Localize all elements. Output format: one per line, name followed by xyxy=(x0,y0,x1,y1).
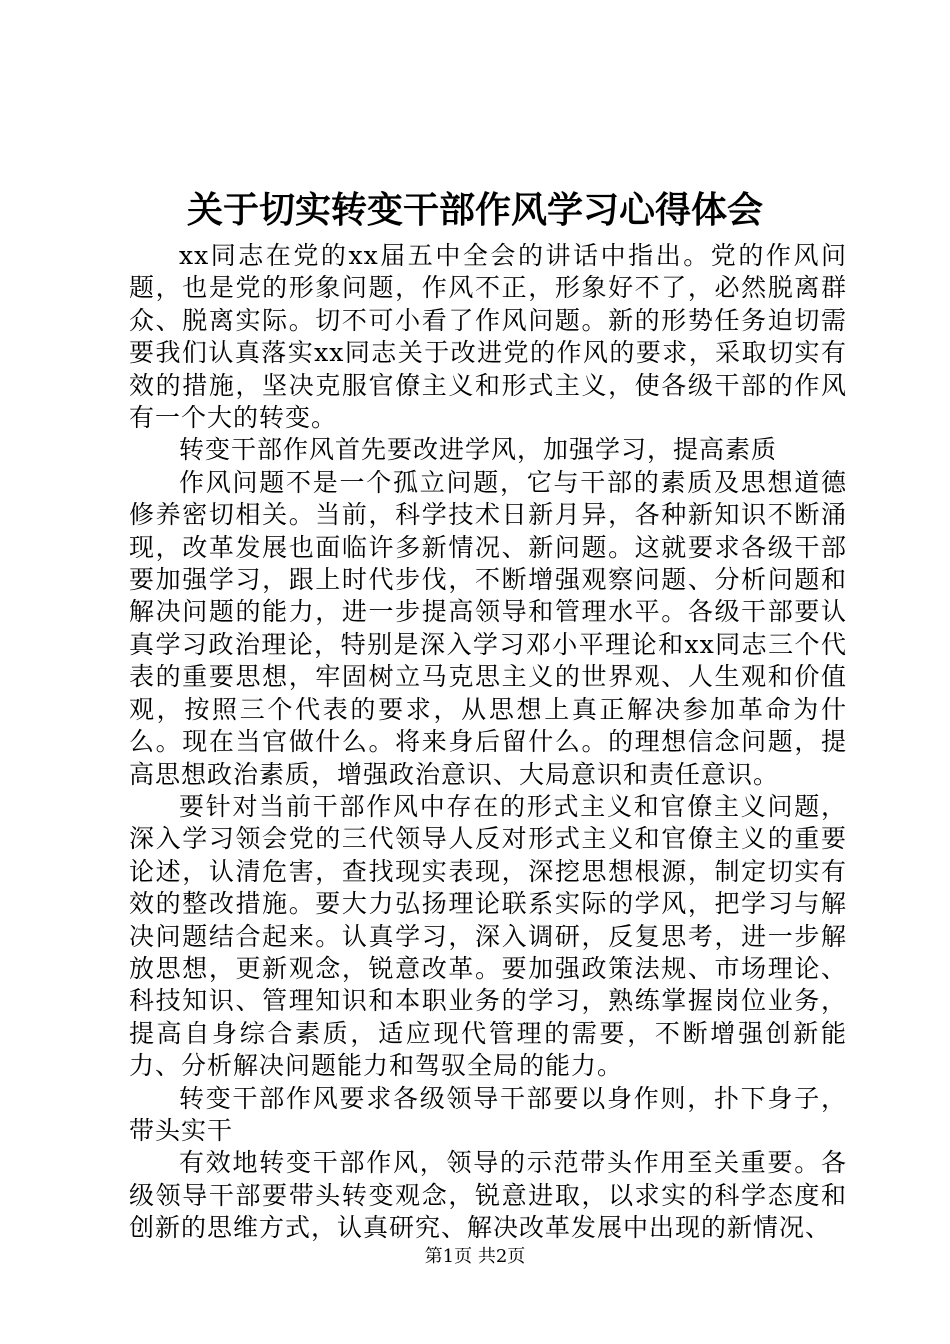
section-heading-study: 转变干部作风首先要改进学风，加强学习，提高素质 xyxy=(179,435,778,465)
paragraph-formalism: 要针对当前干部作风中存在的形式主义和官僚主义问题，深入学习领会党的三代领导人反对形式主义和官僚主义的重要论述，认清危害，查找现实表现，深挖思想根源，制定切实有效的整改措施。要大力弘扬理论联系实际的学风，把学习与解决问题结合起来。认真学习，深入调研，反复思考，进一步解放思想，更新观念，锐意改革。要加强政策法规、市场理论、科技知识、管理知识和本职业务的学习，熟练掌握岗位业务，提高自身综合素质，适应现代管理的需要，不断增强创新能力、分析解决问题能力和驾驭全局的能力。 xyxy=(129,791,847,1081)
page-footer: 第1页 共2页 xyxy=(424,1246,526,1267)
paragraph-leadership: 有效地转变干部作风，领导的示范带头作用至关重要。各级领导干部要带头转变观念，锐意进取，以求实的科学态度和创新的思维方式，认真研究、解决改革发展中出现的新情况、 xyxy=(129,1148,847,1243)
document-body xyxy=(129,240,847,1245)
document-title: 关于切实转变干部作风学习心得体会 xyxy=(186,189,763,231)
paragraph-study: 作风问题不是一个孤立问题，它与干部的素质及思想道德修养密切相关。当前，科学技术日新月异，各种新知识不断涌现，改革发展也面临许多新情况、新问题。这就要求各级干部要加强学习，跟上时代步伐，不断增强观察问题、分析问题和解决问题的能力，进一步提高领导和管理水平。各级干部要认真学习政治理论，特别是深入学习邓小平理论和xx同志三个代表的重要思想，牢固树立马克思主义的世界观、人生观和价值观，按照三个代表的要求，从思想上真正解决参加革命为什么。现在当官做什么。将来身后留什么。的理想信念问题，提高思想政治素质，增强政治意识、大局意识和责任意识。 xyxy=(129,467,847,789)
section-heading-leadership: 转变干部作风要求各级领导干部要以身作则，扑下身子，带头实干 xyxy=(129,1083,847,1145)
paragraph-intro: xx同志在党的xx届五中全会的讲话中指出。党的作风问题，也是党的形象问题，作风不正，形象好不了，必然脱离群众、脱离实际。切不可小看了作风问题。新的形势任务迫切需要我们认真落实xx同志关于改进党的作风的要求，采取切实有效的措施，坚决克服官僚主义和形式主义，使各级干部的作风有一个大的转变。 xyxy=(129,241,847,433)
